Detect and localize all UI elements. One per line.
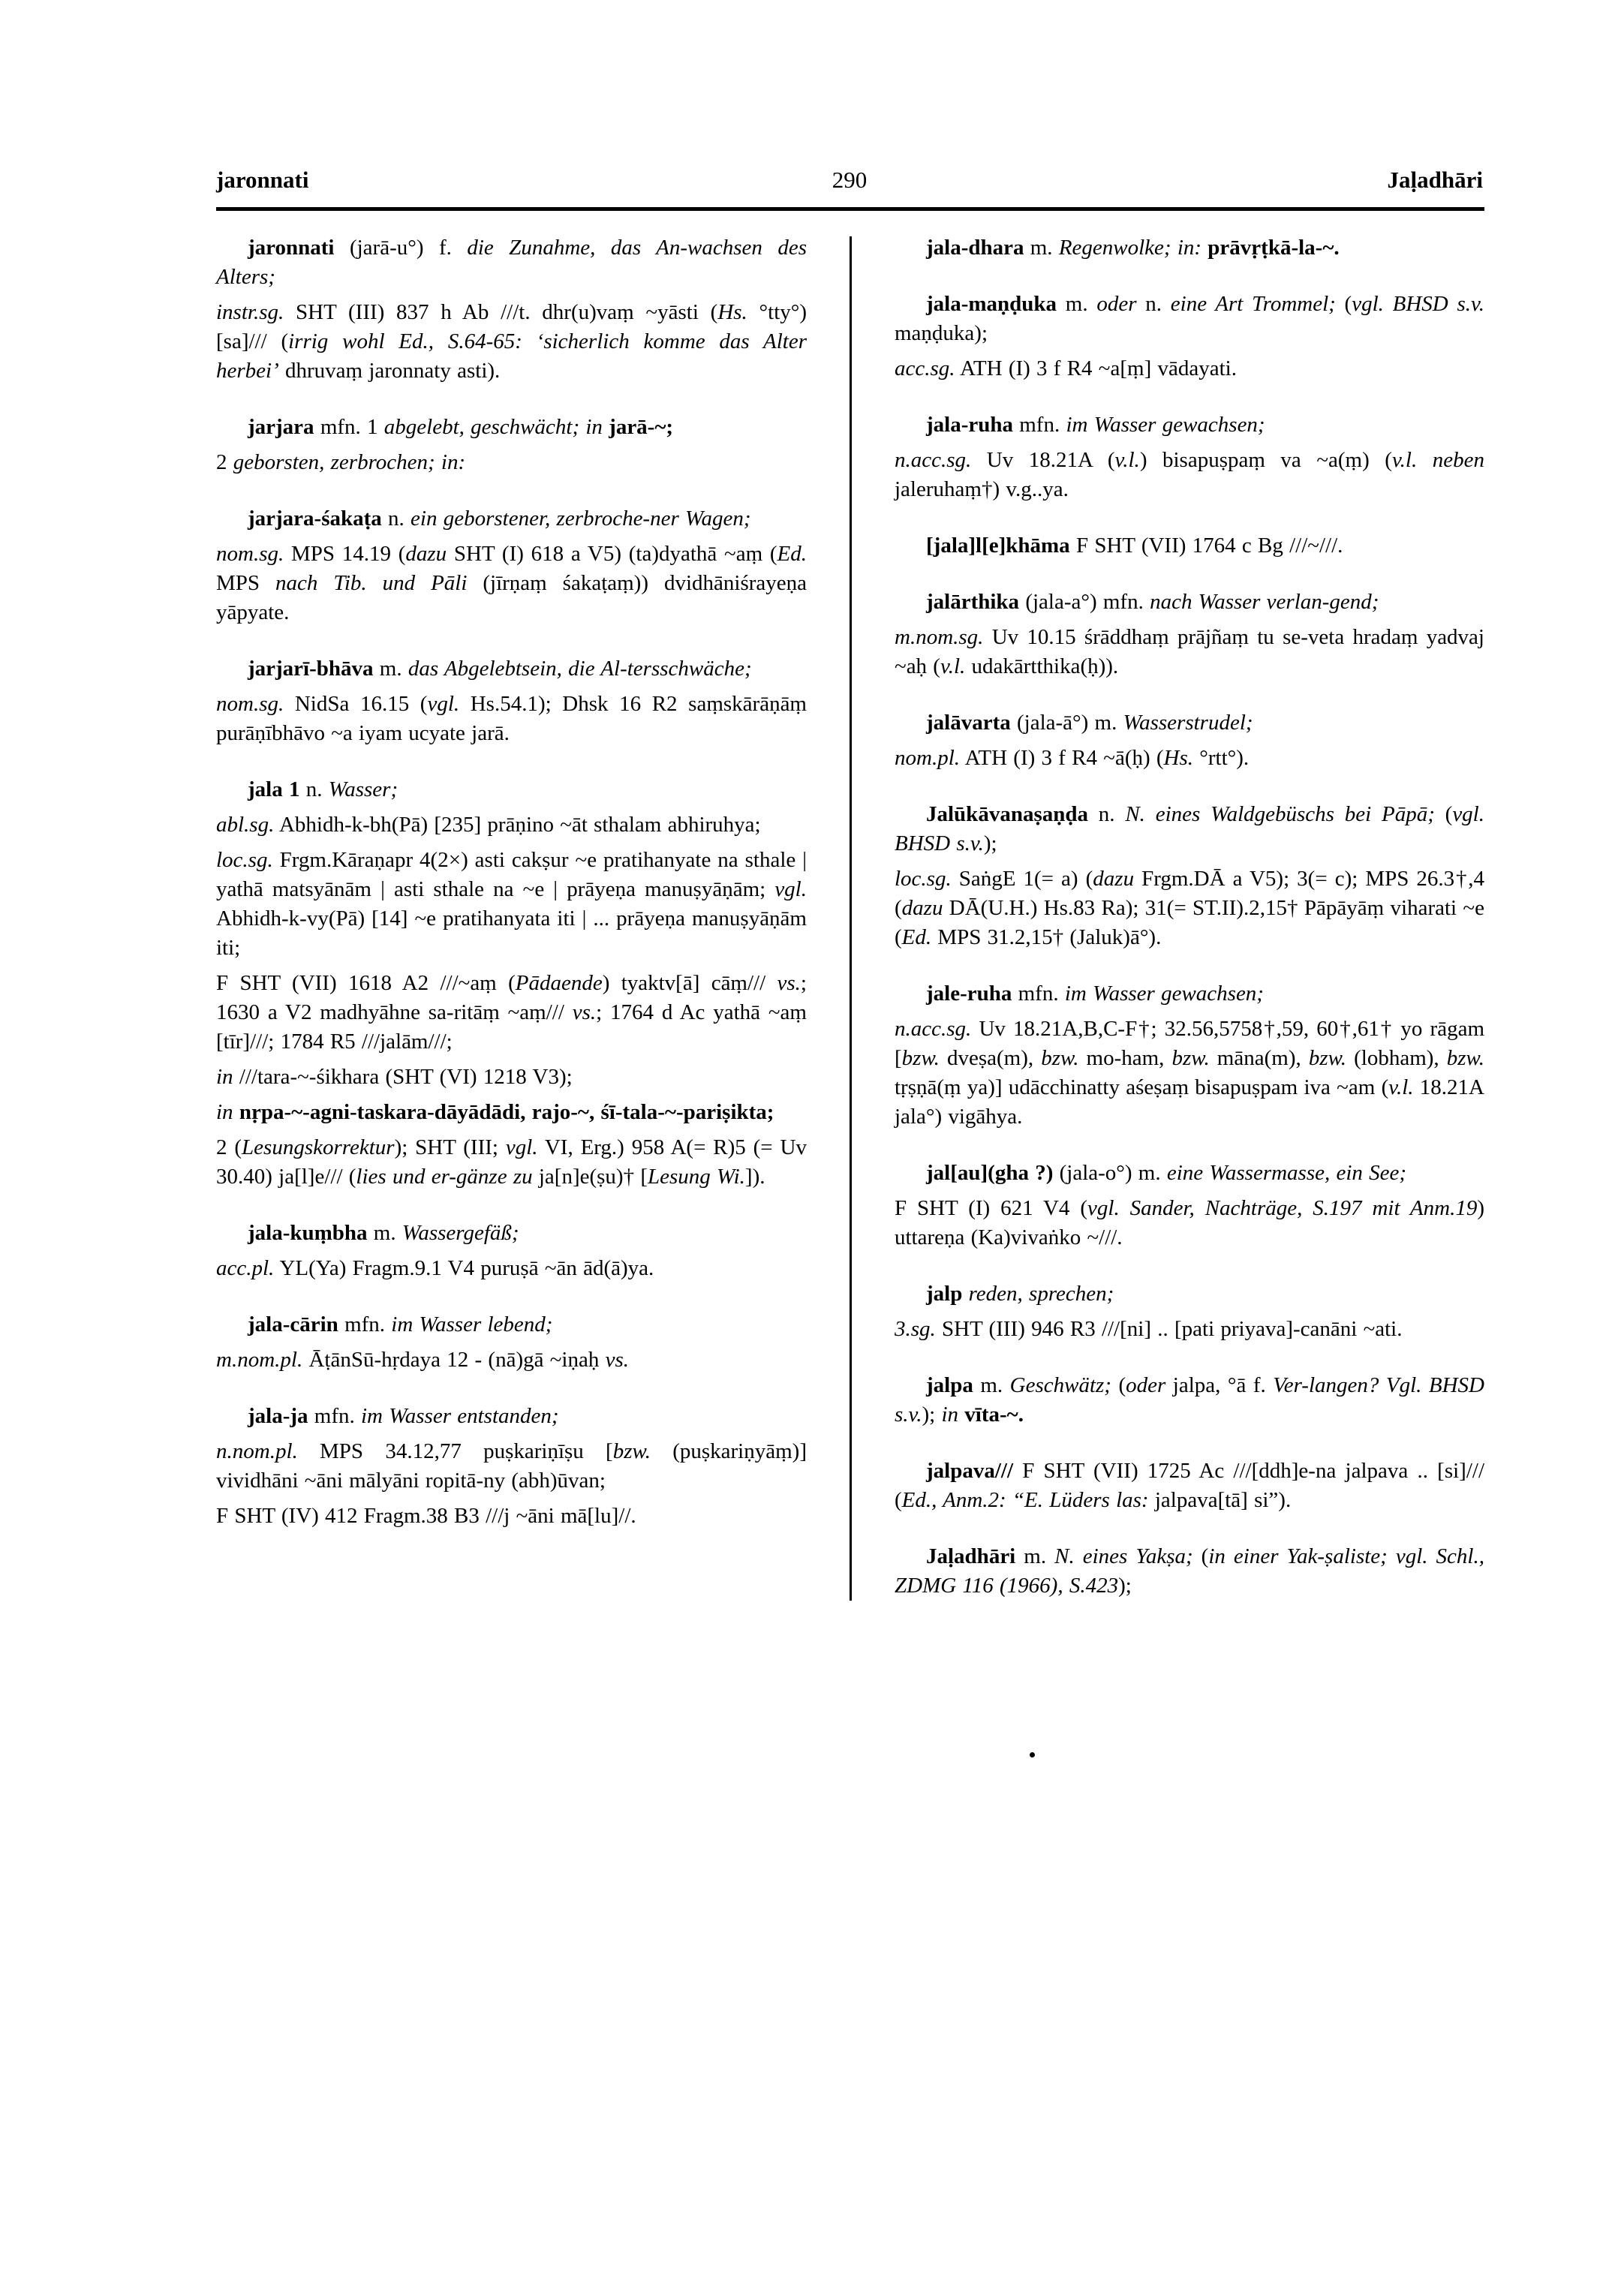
text-segment: DĀ(U.H.) Hs.83 Ra); 31(= ST.II).2,15† Pāpāyāṃ viharati ~e ( — [895, 896, 1484, 949]
text-segment: nom.sg. — [216, 692, 284, 716]
text-segment: Uv 10.15 śrāddhaṃ prājñaṃ tu se-veta hradaṃ yadvaj ~aḥ ( — [895, 625, 1484, 678]
text-segment: Lesung Wi. — [648, 1165, 745, 1189]
entry-jala-carin — [216, 1310, 807, 1375]
text-segment: jale-ruha — [926, 982, 1012, 1006]
entry-jala-dhara — [895, 233, 1484, 263]
text-segment: nach Wasser verlan-gend; — [1150, 590, 1379, 614]
text-segment: dazu — [405, 542, 447, 566]
entry-headword-paragraph — [895, 233, 1484, 263]
text-segment: mfn. — [338, 1312, 392, 1336]
entry-headword-paragraph — [895, 1371, 1484, 1430]
text-segment: VI, Erg.) 958 A(= R)5 (= Uv 30.40) ja[l]e/// ( — [216, 1135, 807, 1189]
text-segment: bzw. — [1308, 1046, 1347, 1070]
text-segment: dazu — [1093, 867, 1135, 891]
text-segment: MPS 31.2,15† (Jaluk)ā°). — [931, 925, 1162, 949]
text-segment: n.acc.sg. — [895, 448, 972, 472]
text-segment: jarjarī-bhāva — [248, 657, 374, 681]
text-segment: jala-dhara — [926, 236, 1024, 260]
text-segment: Regenwolke; in: — [1058, 236, 1202, 260]
text-segment: jaleruhaṃ†) v.g..ya. — [895, 477, 1069, 501]
text-segment: YL(Ya) Fragm.9.1 V4 puruṣā ~ān ād(ā)ya. — [274, 1256, 654, 1280]
text-segment: dveṣa(m), — [939, 1046, 1042, 1070]
text-segment: 3.sg. — [895, 1317, 936, 1341]
entry-citation-paragraph — [216, 448, 807, 477]
running-head-right-catchword: Jaḷadhāri — [1387, 167, 1483, 193]
column-divider-rule — [850, 236, 852, 1601]
text-segment: loc.sg. — [895, 867, 952, 891]
text-segment: jalp — [926, 1282, 963, 1306]
entry-citation-paragraph — [216, 810, 807, 840]
text-segment: in — [216, 1065, 233, 1089]
text-segment: n.acc.sg. — [895, 1017, 972, 1041]
text-segment: vs. — [572, 1000, 597, 1024]
text-segment: Geschwätz; — [1009, 1373, 1111, 1397]
entry-jalarthika — [895, 588, 1484, 681]
text-segment: jala-maṇḍuka — [926, 292, 1057, 316]
entry-citation-paragraph — [216, 298, 807, 386]
text-segment: bzw. — [901, 1046, 940, 1070]
text-segment: acc.sg. — [895, 356, 955, 380]
text-segment: in einer Yak-ṣaliste; vgl. Schl., ZDMG 116 (1966), S.423 — [895, 1544, 1484, 1598]
text-segment: vs. — [605, 1348, 630, 1372]
text-segment: vs. — [777, 971, 801, 995]
text-segment: jalpa, °ā f. — [1165, 1373, 1274, 1397]
text-segment: dazu — [901, 896, 943, 920]
entry-headword-paragraph — [895, 708, 1484, 738]
text-segment: (jala-a°) mfn. — [1019, 590, 1150, 614]
text-segment: die Zunahme, das An-wachsen des Alters; — [216, 236, 807, 289]
text-segment: Pādaende — [515, 971, 603, 995]
text-segment: m. — [1015, 1544, 1055, 1568]
text-segment: instr.sg. — [216, 300, 284, 324]
entry-headword-paragraph — [216, 654, 807, 684]
text-segment: jala 1 — [248, 777, 300, 801]
text-segment: oder — [1096, 292, 1137, 316]
entry-headword-paragraph — [895, 1542, 1484, 1601]
text-segment: F SHT (IV) 412 Fragm.38 B3 ///j ~āni mā[lu]//. — [216, 1504, 636, 1528]
text-segment: Uv 18.21A,B,C-F†; 32.56,5758†,59, 60†,61† yo rāgam [ — [895, 1017, 1484, 1070]
entry-jalpa — [895, 1371, 1484, 1430]
text-segment: Ed. — [777, 542, 807, 566]
text-segment: jalpava/// — [926, 1459, 1014, 1483]
text-segment: Abhidh-k-bh(Pā) [235] prāṇino ~āt sthalam abhiruhya; — [274, 813, 761, 837]
entry-citation-paragraph — [216, 1063, 807, 1092]
text-segment: Wassergefäß; — [401, 1221, 519, 1245]
text-segment: ja[n]e(ṣu)† [ — [532, 1165, 648, 1189]
text-segment: vgl. — [774, 877, 807, 901]
text-segment: ein geborstener, zerbroche-ner Wagen; — [411, 507, 751, 531]
text-segment: ; 1630 a V2 madhyāhne sa-ritāṃ ~aṃ/// — [216, 971, 807, 1024]
entry-headword-paragraph — [895, 588, 1484, 617]
text-segment: °rtt°). — [1193, 746, 1250, 770]
text-segment: jarā-~; — [609, 415, 674, 439]
entry-headword-paragraph — [216, 504, 807, 534]
text-segment: MPS 34.12,77 puṣkariṇīṣu [ — [297, 1439, 613, 1463]
text-segment: lies und er-gänze zu — [356, 1165, 533, 1189]
entry-headword-paragraph — [895, 410, 1484, 440]
text-segment: m.nom.pl. — [216, 1348, 303, 1372]
entry-jala-ja — [216, 1402, 807, 1531]
text-segment: vgl. — [427, 692, 460, 716]
text-segment: jalārthika — [926, 590, 1020, 614]
text-segment: n. — [1136, 292, 1171, 316]
text-segment: vgl. BHSD s.v. — [895, 802, 1484, 855]
text-segment: mfn. — [1013, 413, 1066, 437]
text-segment: ) tyaktv[ā] cāṃ/// — [602, 971, 777, 995]
entry-jarjari-bhava — [216, 654, 807, 748]
text-segment: reden, sprechen; — [968, 1282, 1114, 1306]
text-segment: loc.sg. — [216, 848, 273, 872]
text-segment: jarjara-śakaṭa — [248, 507, 382, 531]
text-segment: jalpa — [926, 1373, 973, 1397]
entry-headword-paragraph — [895, 531, 1484, 561]
text-segment: vgl. Sander, Nachträge, S.197 mit Anm.19 — [1087, 1196, 1478, 1220]
text-segment: das Abgelebtsein, die Al-tersschwäche; — [408, 657, 752, 681]
text-segment: im Wasser gewachsen; — [1064, 982, 1264, 1006]
text-segment: jala-kuṃbha — [248, 1221, 368, 1245]
text-segment: mfn. — [308, 1404, 361, 1428]
text-segment: udakārtthika(ḥ)). — [965, 654, 1119, 678]
entry-jala-kumbha — [216, 1219, 807, 1283]
running-head — [0, 0, 1624, 200]
text-segment: vīta-~. — [964, 1403, 1024, 1427]
text-segment: nach Tib. und Pāli — [275, 571, 468, 595]
text-segment: Wasser; — [328, 777, 398, 801]
text-segment: v.l. — [1114, 448, 1140, 472]
text-segment: (jala-o°) m. — [1053, 1161, 1167, 1185]
entry-citation-paragraph — [216, 1437, 807, 1496]
entry-headword-paragraph — [216, 1219, 807, 1248]
text-segment: Lesungskorrektur — [242, 1135, 395, 1159]
text-segment: °tty°) [sa]/// ( — [216, 300, 807, 353]
entry-headword-paragraph — [216, 775, 807, 804]
text-segment: prāvṛṭkā-la-~. — [1207, 236, 1340, 260]
text-segment: jal[au](gha ?) — [926, 1161, 1054, 1185]
text-segment: Uv 18.21A ( — [971, 448, 1115, 472]
text-segment: jalāvarta — [926, 711, 1011, 735]
entry-jaladhari — [895, 1542, 1484, 1601]
text-segment: ĀṭānSū-hṛdaya 12 - (nā)gā ~iṇaḥ — [302, 1348, 606, 1372]
text-segment: ( — [1335, 292, 1352, 316]
running-head-left-catchword: jaronnati — [216, 167, 309, 193]
text-segment: Ver-langen? Vgl. BHSD s.v. — [895, 1373, 1484, 1427]
entry-citation-paragraph — [895, 354, 1484, 383]
entry-headword-paragraph — [216, 233, 807, 292]
text-segment: Hs. — [717, 300, 747, 324]
text-segment: eine Art Trommel; — [1170, 292, 1336, 316]
text-segment: n. — [381, 507, 411, 531]
entry-citation-paragraph — [216, 1502, 807, 1531]
entry-citation-paragraph — [895, 864, 1484, 952]
entry-jala-manduka — [895, 290, 1484, 383]
entry-jarjara-sakata — [216, 504, 807, 627]
text-segment: ); — [983, 831, 997, 855]
text-segment: ) bisapuṣpaṃ va ~a(ṃ) ( — [1139, 448, 1392, 472]
entry-citation-paragraph — [895, 623, 1484, 681]
text-segment: ///tara-~-śikhara (SHT (VI) 1218 V3); — [233, 1065, 573, 1089]
text-segment: v.l. — [1388, 1075, 1414, 1099]
text-segment: bzw. — [612, 1439, 651, 1463]
text-segment — [962, 1282, 968, 1306]
entry-headword-paragraph — [216, 1402, 807, 1431]
text-segment: m. — [1024, 236, 1059, 260]
text-segment: oder — [1126, 1373, 1166, 1397]
entry-citation-paragraph — [216, 1133, 807, 1192]
text-segment: m.nom.sg. — [895, 625, 984, 649]
text-segment: vgl. BHSD s.v. — [1352, 292, 1484, 316]
text-segment: (jīrṇaṃ śakaṭaṃ)) dvidhāniśrayeṇa yāpyate. — [216, 571, 807, 624]
text-segment — [233, 1100, 239, 1124]
entry-citation-paragraph — [895, 744, 1484, 773]
entry-citation-paragraph — [895, 1194, 1484, 1252]
entry-headword-paragraph — [216, 413, 807, 442]
text-segment: mfn. — [1012, 982, 1065, 1006]
text-segment: im Wasser lebend; — [391, 1312, 553, 1336]
text-segment: Ed., Anm.2: “E. Lüders las: — [901, 1488, 1149, 1512]
entry-headword-paragraph — [216, 1310, 807, 1339]
entry-headword-paragraph — [895, 1279, 1484, 1309]
entry-citation-paragraph — [895, 1315, 1484, 1344]
text-segment — [603, 415, 609, 439]
text-segment: [jala]l[e]khāma — [926, 534, 1070, 558]
text-segment: bzw. — [1041, 1046, 1079, 1070]
text-segment: nom.sg. — [216, 542, 284, 566]
text-segment: irrig wohl Ed., S.64-65: ‘sicherlich komme das Alter herbei’ — [216, 329, 807, 383]
text-segment: ( — [1192, 1544, 1209, 1568]
text-segment: maṇḍuka); — [895, 321, 988, 345]
entry-headword-paragraph — [895, 800, 1484, 858]
text-segment: jala-ruha — [926, 413, 1013, 437]
text-segment: ); — [1118, 1574, 1132, 1598]
text-segment: (puṣkariṇyāṃ)] vividhāni ~āni mālyāni ropitā-ny (abh)ūvan; — [216, 1439, 807, 1493]
text-segment: jala-ja — [248, 1404, 308, 1428]
text-segment: Frgm.Kāraṇapr 4(2×) asti cakṣur ~e pratihanyate na sthale | yathā matsyānām | asti sthale na ~e | prāyeṇa manuṣyāṇām; — [216, 848, 807, 901]
text-segment: jaronnati — [248, 236, 335, 260]
text-segment: m. — [367, 1221, 402, 1245]
text-segment: (jala-ā°) m. — [1010, 711, 1123, 735]
text-segment: bzw. — [1446, 1046, 1484, 1070]
entry-jala-e-khama — [895, 531, 1484, 561]
text-segment: ); — [922, 1403, 942, 1427]
entry-jaronnati — [216, 233, 807, 386]
text-segment: NidSa 16.15 ( — [284, 692, 428, 716]
text-segment: im Wasser gewachsen; — [1066, 413, 1265, 437]
text-segment: tṛṣṇā(ṃ ya)] udācchinatty aśeṣaṃ bisapuṣpam iva ~am ( — [895, 1075, 1389, 1099]
entry-jale-ruha — [895, 979, 1484, 1132]
entry-jalavarta — [895, 708, 1484, 773]
text-segment: n. — [1088, 802, 1126, 826]
text-segment: ATH (I) 3 f R4 ~a[ṃ] vādayati. — [955, 356, 1237, 380]
text-segment: 2 ( — [216, 1135, 242, 1159]
text-segment: Jaḷadhāri — [926, 1544, 1016, 1568]
text-segment: abl.sg. — [216, 813, 275, 837]
entry-headword-paragraph — [895, 1159, 1484, 1188]
entry-citation-paragraph — [216, 846, 807, 963]
entry-citation-paragraph — [895, 446, 1484, 504]
entry-jalp — [895, 1279, 1484, 1344]
entry-citation-paragraph — [216, 1098, 807, 1127]
text-segment: eine Wassermasse, ein See; — [1166, 1161, 1407, 1185]
text-segment: Hs. — [1163, 746, 1194, 770]
entry-headword-paragraph — [895, 290, 1484, 348]
text-segment: im Wasser entstanden; — [361, 1404, 559, 1428]
text-segment: F SHT (VII) 1725 Ac ///[ddh]e-na jalpava .. [si]/// ( — [895, 1459, 1484, 1512]
text-segment: n. — [299, 777, 329, 801]
text-segment: vgl. — [505, 1135, 538, 1159]
text-segment: v.l. — [940, 654, 966, 678]
text-segment: m. — [973, 1373, 1010, 1397]
text-segment: jala-cārin — [248, 1312, 338, 1336]
entry-citation-paragraph — [895, 1015, 1484, 1132]
text-segment: māna(m), — [1209, 1046, 1309, 1070]
text-segment: mfn. 1 — [314, 415, 384, 439]
text-segment: Ed. — [901, 925, 932, 949]
text-segment: abgelebt, geschwächt; in — [383, 415, 603, 439]
entry-jala-ruha — [895, 410, 1484, 504]
text-segment: ( — [1111, 1373, 1126, 1397]
column-right — [895, 233, 1484, 1601]
text-segment: SHT (I) 618 a V5) (ta)dyathā ~aṃ ( — [447, 542, 777, 566]
entry-citation-paragraph — [216, 540, 807, 627]
text-segment: ]). — [744, 1165, 765, 1189]
text-segment: ( — [1434, 802, 1453, 826]
entry-citation-paragraph — [216, 969, 807, 1057]
text-segment: N. eines Yakṣa; — [1054, 1544, 1193, 1568]
entry-jalukavanasanda — [895, 800, 1484, 952]
entry-headword-paragraph — [895, 979, 1484, 1009]
text-segment: F SHT (VII) 1618 A2 ///~aṃ ( — [216, 971, 516, 995]
text-segment: 2 — [216, 450, 233, 474]
text-segment: F SHT (I) 621 V4 ( — [895, 1196, 1088, 1220]
entry-citation-paragraph — [216, 1345, 807, 1375]
entry-jala-1 — [216, 775, 807, 1192]
text-segment: N. eines Waldgebüschs bei Pāpā; — [1125, 802, 1435, 826]
text-segment: dhruvaṃ jaronnaty asti). — [278, 359, 501, 383]
text-segment: SHT (III) 946 R3 ///[ni] .. [pati priyava]-canāni ~ati. — [935, 1317, 1403, 1341]
text-segment: mo-ham, — [1078, 1046, 1172, 1070]
text-columns — [0, 211, 1624, 1601]
text-segment: v.l. neben — [1391, 448, 1484, 472]
text-segment: n.nom.pl. — [216, 1439, 298, 1463]
text-segment: 18.21A jala°) vigāhya. — [895, 1075, 1484, 1129]
text-segment: m. — [1057, 292, 1097, 316]
entry-jarjara — [216, 413, 807, 477]
text-segment: ) uttareṇa (Ka)vivaṅko ~///. — [895, 1196, 1484, 1249]
entry-citation-paragraph — [216, 690, 807, 748]
text-segment: in — [941, 1403, 959, 1427]
text-segment: F SHT (VII) 1764 c Bg ///~///. — [1069, 534, 1343, 558]
entry-headword-paragraph — [895, 1457, 1484, 1515]
text-segment: Hs.54.1); Dhsk 16 R2 saṃskārāṇāṃ purāṇībhāvo ~a iyam ucyate jarā. — [216, 692, 807, 745]
text-segment: Jalūkāvanaṣaṇḍa — [926, 802, 1088, 826]
text-segment: ); SHT (III; — [394, 1135, 506, 1159]
text-segment: (jarā-u°) f. — [334, 236, 468, 260]
page-number: 290 — [832, 167, 868, 193]
text-segment: jarjara — [248, 415, 314, 439]
text-segment: Wasserstrudel; — [1123, 711, 1253, 735]
text-segment: (lobham), — [1346, 1046, 1447, 1070]
text-segment: jalpava[tā] si”). — [1148, 1488, 1292, 1512]
text-segment: nom.pl. — [895, 746, 960, 770]
text-segment: m. — [373, 657, 408, 681]
text-segment: bzw. — [1171, 1046, 1210, 1070]
text-segment: MPS 14.19 ( — [284, 542, 406, 566]
text-segment: ATH (I) 3 f R4 ~ā(ḥ) ( — [960, 746, 1164, 770]
entry-citation-paragraph — [216, 1254, 807, 1283]
text-segment: SaṅgE 1(= a) ( — [951, 867, 1093, 891]
print-artifact-dot — [1030, 1752, 1035, 1757]
text-segment: acc.pl. — [216, 1256, 275, 1280]
text-segment: geborsten, zerbrochen; in: — [233, 450, 466, 474]
text-segment: nṛpa-~-agni-taskara-dāyādādi, rajo-~, śī-tala-~-pariṣikta; — [239, 1100, 774, 1124]
entry-jalpava — [895, 1457, 1484, 1515]
entry-jalaugha — [895, 1159, 1484, 1252]
text-segment: Abhidh-k-vy(Pā) [14] ~e pratihanyata iti | ... prāyeṇa manuṣyāṇām iti; — [216, 906, 807, 960]
text-segment: Frgm.DĀ a V5); 3(= c); MPS 26.3†,4 ( — [895, 867, 1484, 920]
text-segment: MPS — [216, 571, 275, 595]
text-segment: ; 1764 d Ac yathā ~aṃ [tīr]///; 1784 R5 ///jalām///; — [216, 1000, 807, 1054]
column-left — [216, 233, 807, 1601]
text-segment: SHT (III) 837 h Ab ///t. dhr(u)vaṃ ~yāsti ( — [284, 300, 718, 324]
text-segment: in — [216, 1100, 233, 1124]
